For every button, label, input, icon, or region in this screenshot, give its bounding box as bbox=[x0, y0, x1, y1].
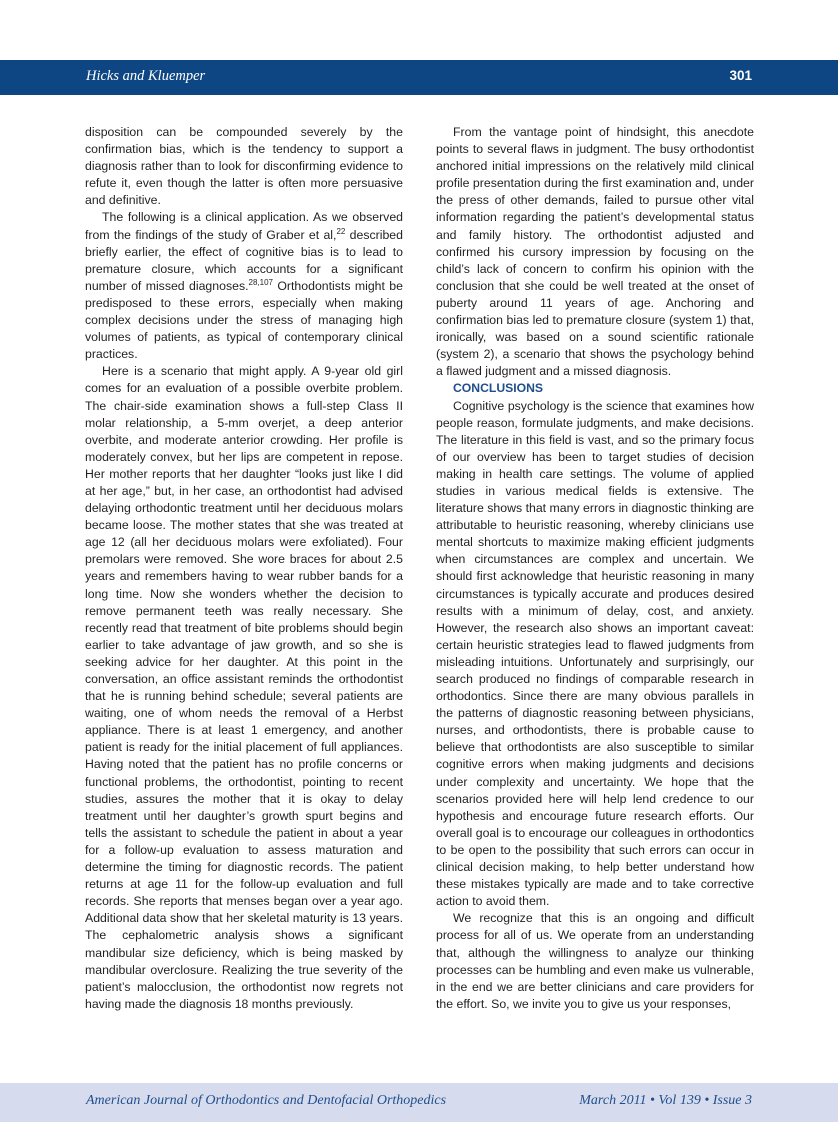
section-heading-conclusions: CONCLUSIONS bbox=[453, 381, 544, 396]
running-header-authors: Hicks and Kluemper bbox=[86, 68, 206, 84]
paragraph: We recognize that this is an ongoing and difficult process for all of us. We operate from an understanding that, although the willingness to analyze our thinking processes can be humbling and even make us vulnerable, in the end we are better clinicians and care providers for the effort. So, we invite you to give us your responses, bbox=[436, 911, 754, 1011]
paragraph bbox=[85, 209, 403, 363]
paragraph: disposition can be compounded severely by the confirmation bias, which is the tendency to support a diagnosis rather than to look for disconfirming evidence to refute it, even though the latter is often more persuasive and definitive. bbox=[85, 125, 403, 208]
paragraph-text: described briefly earlier, the effect of cognitive bias is to lead to premature closure, which accounts for a significant number of missed diagnoses. bbox=[85, 227, 403, 293]
citation-reference[interactable]: 22 bbox=[336, 226, 346, 236]
citation-reference[interactable]: 28,107 bbox=[248, 277, 273, 287]
paragraph-text: Orthodontists might be predisposed to these errors, especially when making complex decisions under the stress of managing high volumes of patients, as typical of contemporary clinical practices. bbox=[85, 278, 403, 362]
running-header bbox=[0, 60, 838, 95]
paragraph: Here is a scenario that might apply. A 9-year old girl comes for an evaluation of a possible overbite problem. The chair-side examination shows a full-step Class II molar relationship, a 5-mm overjet, a deep anterior overbite, and moderate anterior crowding. Her profile is moderately convex, but her lips are competent in repose. Her mother reports that her daughter “looks just like I did at her age,” but, in her case, an orthodontist had advised delaying orthodontic treatment until her deciduous molars became loose. The mother states that she was treated at age 12 (all her deciduous molars were exfoliated). Four premolars were removed. She wore braces for about 2.5 years and remembers having to wear rubber bands for a long time. Now she wonders whether the decision to remove permanent teeth was really necessary. She recently read that treatment of bite problems should begin earlier to take advantage of jaw growth, and so she is seeking advice for her daughter. At this point in the conversation, an office assistant reminds the orthodontist that he is running behind schedule; several patients are waiting, one of whom needs the removal of a Herbst appliance. There is at least 1 emergency, and another patient is ready for the initial placement of full appliances. Having noted that the patient has no profile concerns or functional problems, the orthodontist, pointing to recent studies, assures the mother that it is okay to delay treatment until her daughter’s growth spurt begins and tells the assistant to schedule the patient in about a year for a follow-up evaluation to assess maturation and determine the timing for diagnostic records. The patient returns at age 11 for the follow-up evaluation and full records. She reports that menses began over a year ago. Additional data show that her skeletal maturity is 13 years. The cephalometric analysis shows a significant mandibular size deficiency, which is being masked by mandibular overclosure. Realizing the true severity of the patient’s malocclusion, the orthodontist now regrets not having made the diagnosis 18 months previously. bbox=[85, 364, 403, 1011]
issue-info: March 2011 • Vol 139 • Issue 3 bbox=[579, 1093, 752, 1108]
journal-title: American Journal of Orthodontics and Dentofacial Orthopedics bbox=[86, 1093, 447, 1108]
right-column bbox=[436, 124, 754, 1013]
page-number: 301 bbox=[729, 68, 752, 83]
running-footer bbox=[0, 1083, 838, 1122]
paragraph-text: The following is a clinical application. As we observed from the findings of the study of Graber et al, bbox=[85, 210, 403, 242]
left-column bbox=[85, 124, 403, 1013]
paragraph: From the vantage point of hindsight, this anecdote points to several flaws in judgment. The busy orthodontist anchored initial impressions on the relatively mild clinical profile presentation during the first examination and, under the press of other demands, failed to pursue other vital information regarding the patient’s developmental status and family history. The orthodontist adjusted and confirmed his cursory impression by focusing on the child’s lack of concern to confirm his opinion with the conclusion that she could be well treated at the onset of puberty around 11 years of age. Anchoring and confirmation bias led to premature closure (system 1) that, ironically, was based on a sound scientific rationale (system 2), a scenario that shows the psychology behind a flawed judgment and a missed diagnosis. bbox=[436, 125, 754, 379]
paragraph: Cognitive psychology is the science that examines how people reason, formulate judgments, and make decisions. The literature in this field is vast, and so the primary focus of our overview has been to target studies of decision making in health care settings. The volume of applied studies in various medical fields is extensive. The literature shows that many errors in diagnostic thinking are attributable to heuristic reasoning, whereby clinicians use mental shortcuts to maximize making efficient judgments when circumstances are complex and uncertain. We should first acknowledge that heuristic reasoning in many circumstances is typically accurate and produces desired results with a minimum of delay, cost, and anxiety. However, the research also shows an important caveat: certain heuristic strategies lead to flawed judgments from misleading intuitions. Unfortunately and surprisingly, our search produced no findings of comparable research in orthodontics. Since there are many obvious parallels in the patterns of diagnostic reasoning between physicians, nurses, and orthodontists, there is probable cause to believe that orthodontists are also susceptible to similar cognitive errors when making judgments and decisions under complexity and uncertainty. We hope that the scenarios provided here will help lend credence to our hypothesis and encourage future research efforts. Our overall goal is to encourage our colleagues in orthodontics to be open to the possibility that such errors can occur in clinical decision making, to help better understand how these mistakes typically are made and to take corrective action to avoid them. bbox=[436, 398, 754, 909]
